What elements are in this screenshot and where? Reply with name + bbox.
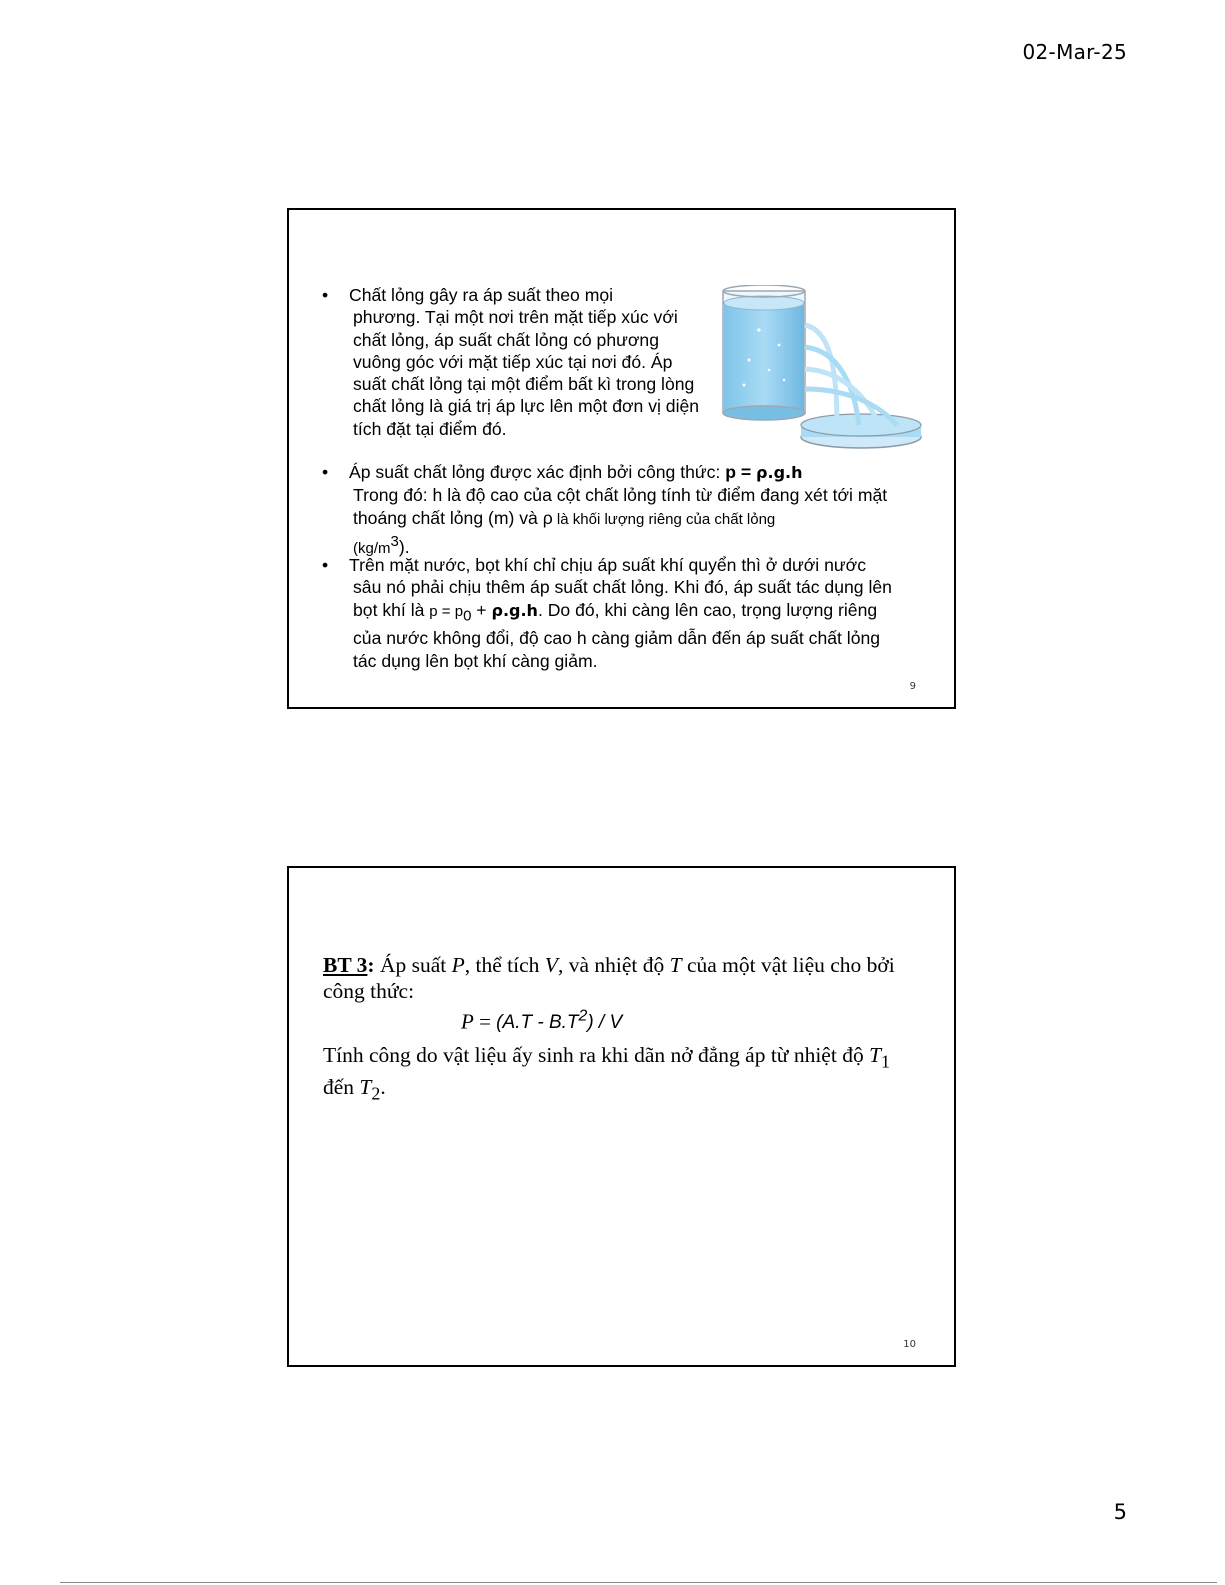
variable-t2: T — [359, 1075, 372, 1100]
bullet-explanation — [349, 484, 897, 560]
variable-v: V — [544, 953, 558, 977]
bullet-text: Áp suất chất lỏng được xác định bởi công thức: — [349, 462, 726, 482]
bullet-pressure-formula — [322, 461, 897, 560]
exercise-text: của một vật liệu cho bởi công thức: — [323, 953, 895, 1003]
formula-lhs: P — [461, 1009, 474, 1034]
formula-p-eq: p = p — [429, 602, 464, 620]
exercise-text: Áp suất — [374, 953, 452, 977]
bullet-first-line — [349, 461, 897, 484]
unit-text: (kg/m — [353, 539, 391, 557]
exercise-statement — [323, 952, 923, 1004]
formula-rho-gh: ρ.g.h — [491, 600, 538, 620]
exercise-question — [323, 1042, 923, 1107]
subscript-2: 2 — [371, 1083, 381, 1104]
bullet-bubble-pressure — [322, 554, 905, 672]
exercise-formula — [461, 1008, 622, 1034]
slide-number: 10 — [903, 1339, 916, 1350]
rho-symbol: ρ — [542, 507, 553, 528]
formula-equals: = — [473, 1009, 497, 1034]
bullet-first-line: Trên mặt nước, bọt khí chỉ chịu áp suất khí quyển thì ở dưới nước — [349, 555, 866, 575]
exercise-text: , và nhiệt độ — [557, 953, 670, 977]
formula-plus: + — [471, 599, 492, 620]
exercise-colon: : — [367, 953, 375, 977]
formula-rhs-text: (A.T - B.T — [496, 1012, 579, 1034]
header-date: 02-Mar-25 — [1022, 40, 1127, 64]
water-cylinder-jets-illustration — [719, 285, 925, 455]
bullet-dot: • — [322, 462, 329, 482]
bullet-text: Trong đó: h là độ cao của cột chất lỏng tính từ điểm đang xét tới mặt thoáng chất lỏng (m) và — [353, 485, 888, 528]
formula-rhs — [496, 1008, 623, 1034]
formula-rho-gh: ρ.g.h — [756, 463, 803, 482]
variable-t: T — [669, 953, 682, 977]
exercise-label: BT 3 — [323, 953, 368, 977]
question-text: Tính công do vật liệu ấy sinh ra khi dãn nở đẳng áp từ nhiệt độ — [323, 1043, 870, 1067]
slide-10 — [287, 866, 956, 1367]
question-text: . — [380, 1075, 386, 1100]
bullet-dot: • — [322, 555, 329, 575]
page-number: 5 — [1113, 1500, 1127, 1524]
bullet-liquid-pressure-directions — [322, 284, 701, 440]
unit-superscript: 3 — [390, 532, 399, 550]
question-text: đến — [323, 1075, 360, 1100]
unit-end: ). — [398, 536, 410, 557]
bottom-rule — [60, 1582, 1217, 1583]
formula-superscript: 2 — [578, 1008, 588, 1025]
bullet-text — [349, 576, 905, 672]
formula-rhs-end: ) / V — [587, 1012, 623, 1034]
bullet-first-line: Chất lỏng gây ra áp suất theo mọi — [349, 285, 614, 305]
exercise-text: , thể tích — [464, 953, 545, 977]
slide-number: 9 — [909, 681, 916, 692]
subscript-1: 1 — [881, 1051, 890, 1072]
bullet-text: là khối lượng riêng của chất lỏng — [552, 510, 776, 528]
bullet-dot: • — [322, 285, 329, 305]
formula-p: p = — [725, 462, 757, 482]
formula-subscript: 0 — [463, 607, 472, 625]
variable-t1: T — [869, 1043, 882, 1067]
bullet-text: . Do đó, khi càng lên cao, trọng lượng riêng của nước không đổi, độ cao h càng giảm dẫn đến áp suất chất lỏng tác dụng lên bọt khí càng giảm. — [353, 599, 881, 671]
bullet-text: sâu nó phải chịu thêm áp suất chất lỏng. Khi đó, áp suất tác dụng lên bọt khí là — [353, 577, 892, 620]
bullet-text: phương. Tại một nơi trên mặt tiếp xúc với chất lỏng, áp suất chất lỏng có phương vuông góc với mặt tiếp xúc tại nơi đó. Áp suất chất lỏng tại một điểm bất kì trong lòng chất lỏng là giá trị áp lực lên một đơn vị diện tích đặt tại điểm đó. — [353, 307, 700, 439]
variable-p: P — [451, 953, 465, 977]
slide-9 — [287, 208, 956, 709]
